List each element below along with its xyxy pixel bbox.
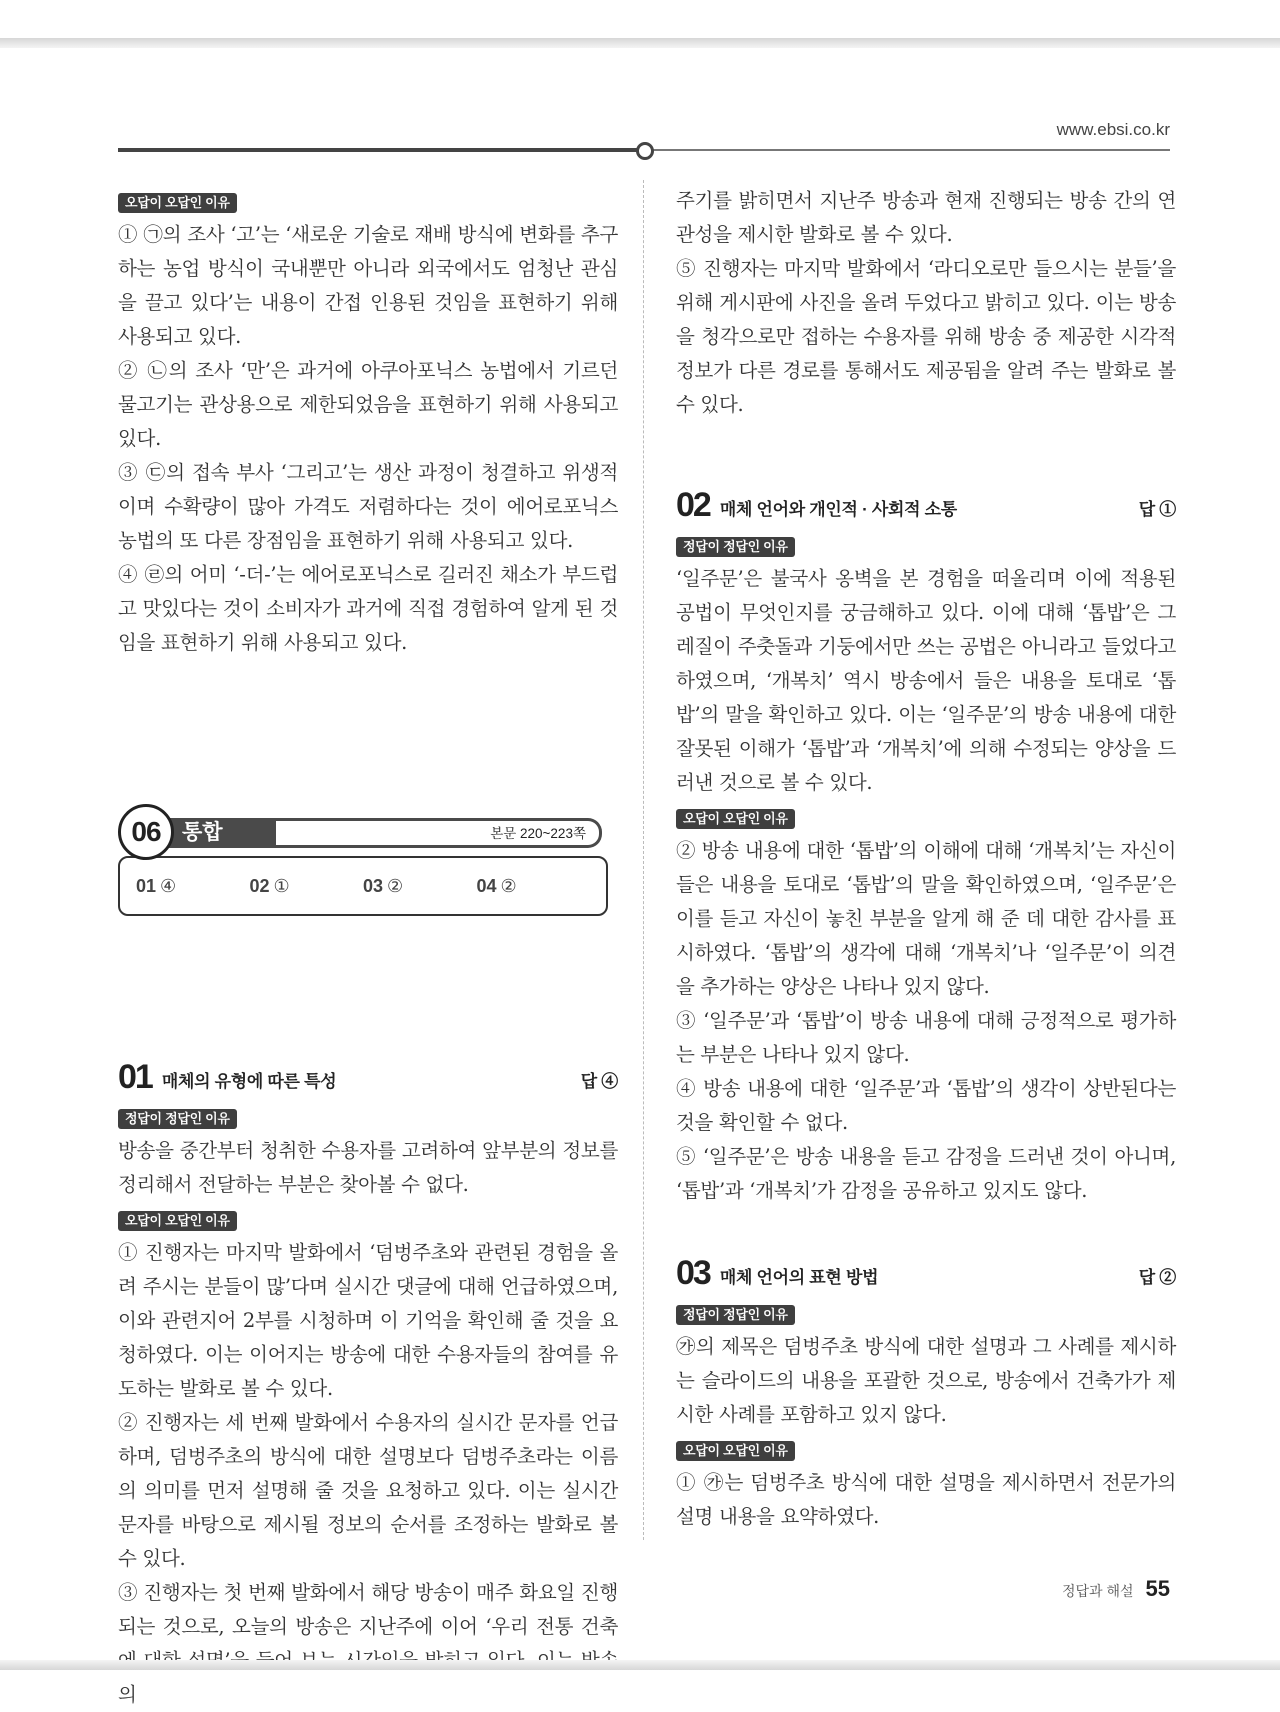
wrong-reason-tag: 오답이 오답인 이유 <box>676 809 795 829</box>
question-title: 매체 언어의 표현 방법 <box>719 1268 879 1287</box>
top-edge-band <box>0 38 1280 48</box>
header-rule-left <box>118 148 638 152</box>
question-title: 매체 언어와 개인적 · 사회적 소통 <box>719 500 957 519</box>
wrong-reason-tag: 오답이 오답인 이유 <box>118 1211 237 1231</box>
correct-reason-tag: 정답이 정답인 이유 <box>676 537 795 557</box>
section-answer-box <box>118 804 612 914</box>
page-footer <box>1062 1576 1170 1602</box>
wrong-paragraph: ③ 진행자는 첫 번째 발화에서 해당 방송이 매주 화요일 진행되는 것으로, 오늘의 방송은 지난주에 이어 ‘우리 전통 건축 의 <box>118 1581 618 1706</box>
right-column <box>676 184 1176 1534</box>
site-url[interactable]: www.ebsi.co.kr <box>1056 120 1170 139</box>
header-rule-knob <box>636 142 654 160</box>
question-answer: 답 ④ <box>580 1072 618 1091</box>
wrong-paragraph: ② 방송 내용에 대한 ‘톱밥’의 이해에 대해 ‘개복치’는 자신이 들은 내용을 토대로 ‘톱밥’의 말을 확인하였으며, ‘일주문’은 이를 듣고 자신이 놓친 부분을 알게 해 준 데 대한 감사를 표시하였다. ‘톱밥’의 생각에 대해 ‘개복치’나 ‘일주문’이 의견을 추가하는 양상은 나타나 있지 않다. <box>676 839 1176 998</box>
left-paragraph: ① ㉠의 조사 ‘고’는 ‘새로운 기술로 재배 방식에 변화를 추구하는 농업 방식이 국내뿐만 아니라 외국에서도 엄청난 관심을 끌고 있다’는 내용이 간접 인용된 것임을 표현하기 위해 사용되고 있다. <box>118 223 618 348</box>
wrong-paragraph: ⑤ ‘일주문’은 방송 내용을 듣고 감정을 드러낸 것이 아니며, ‘톱밥’과 ‘개복치’가 감정을 공유하고 있지도 않다. <box>676 1145 1176 1202</box>
page-number: 55 <box>1145 1576 1170 1601</box>
answer-key-question: 03 <box>363 875 384 896</box>
wrong-paragraph: ① ㉮는 덤벙주초 방식에 대한 설명을 제시하면서 전문가의 설명 내용을 요약하였다. <box>676 1471 1176 1528</box>
question-title: 매체의 유형에 따른 특성 <box>161 1072 337 1091</box>
question-number: 02 <box>676 486 710 524</box>
correct-reason-tag: 정답이 정답인 이유 <box>118 1109 237 1129</box>
right-paragraph: ⑤ 진행자는 마지막 발화에서 ‘라디오로만 들으시는 분들’을 위해 게시판에 사진을 올려 두었다고 밝히고 있다. 이는 방송을 청각으로만 접하는 수용자를 위해 방송 중 제공한 시각적 정보가 다른 경로를 통해서도 제공됨을 알려 주는 발화로 볼 수 있다. <box>676 257 1176 416</box>
left-paragraph: ③ ㉢의 접속 부사 ‘그리고’는 생산 과정이 청결하고 위생적이며 수확량이 많아 가격도 저렴하다는 것이 에어로포닉스 농법의 또 다른 장점임을 표현하기 위해 사용되고 있다. <box>118 461 618 552</box>
question-number: 03 <box>676 1254 710 1292</box>
left-column <box>118 184 618 1712</box>
question-number: 01 <box>118 1058 152 1096</box>
section-spacer <box>676 1208 1176 1256</box>
left-paragraph: ② ㉡의 조사 ‘만’은 과거에 아쿠아포닉스 농법에서 기르던 물고기는 관상용으로 제한되었음을 표현하기 위해 사용되고 있다. <box>118 359 618 450</box>
answer-key-mark: ② <box>500 875 517 896</box>
correct-paragraph: ㉮의 제목은 덤벙주초 방식에 대한 설명과 그 사례를 제시하는 슬라이드의 내용을 포괄한 것으로, 방송에서 건축가가 제시한 사례를 포함하고 있지 않다. <box>676 1335 1176 1426</box>
answer-key-item <box>250 876 364 897</box>
wrong-paragraph: ① 진행자는 마지막 발화에서 ‘덤벙주초와 관련된 경험을 올려 주시는 분들이 많’다며 실시간 댓글에 대해 언급하였으며, 이와 관련지어 2부를 시청하며 이 기억을 확인해 줄 것을 요청하였다. 이는 이어지는 방송에 대한 수용자들의 참여를 유도하는 발화로 볼 수 있다. <box>118 1241 618 1400</box>
bottom-edge-band <box>0 1660 1280 1670</box>
left-paragraph: ④ ㉣의 어미 ‘-더-’는 에어로포닉스로 길러진 채소가 부드럽고 맛있다는 것이 소비자가 과거에 직접 경험하여 알게 된 것임을 표현하기 위해 사용되고 있다. <box>118 563 618 654</box>
answer-key-question: 04 <box>476 875 497 896</box>
wrong-paragraph: ② 진행자는 세 번째 발화에서 수용자의 실시간 문자를 언급하며, 덤벙주초의 방식에 대한 설명보다 덤벙주초라는 이름의 의미를 먼저 설명해 줄 것을 요청하고 있다. 이는 실시간 문자를 바탕으로 제시될 정보의 순서를 조정하는 발화로 볼 수 있다. <box>118 1411 618 1570</box>
answer-key-item <box>136 876 250 897</box>
answer-key-mark: ① <box>273 875 290 896</box>
column-divider <box>643 180 644 1540</box>
answer-key-mark: ④ <box>160 875 177 896</box>
answer-key-item <box>477 876 591 897</box>
section-number: 06 <box>118 804 174 860</box>
question-header-01 <box>118 1060 618 1094</box>
wrong-reason-tag: 오답이 오답인 이유 <box>676 1441 795 1461</box>
section-page-ref: 본문 220~223쪽 <box>490 826 586 841</box>
correct-paragraph: ‘일주문’은 불국사 옹벽을 본 경험을 떠올리며 이에 적용된 공법이 무엇인지를 궁금해하고 있다. 이에 대해 ‘톱밥’은 그레질이 주춧돌과 기둥에서만 쓰는 공법은 아니라고 들었다고 하였으며, ‘개복치’ 역시 방송에서 들은 내용을 토대로 ‘톱밥’의 말을 확인하고 있다. 이는 ‘일주문’의 방송 내용에 대한 잘못된 이해가 ‘톱밥’과 ‘개복치’에 의해 수정되는 양상을 드러낸 것으로 볼 수 있다. <box>676 567 1176 794</box>
section-spacer <box>676 422 1176 488</box>
answer-key-question: 01 <box>136 875 157 896</box>
answer-key-row <box>118 856 608 916</box>
header-rule-right <box>652 149 1170 151</box>
question-header-02 <box>676 488 1176 522</box>
wrong-paragraph: ④ 방송 내용에 대한 ‘일주문’과 ‘톱밥’의 생각이 상반된다는 것을 확인할 수 없다. <box>676 1077 1176 1134</box>
question-header-03 <box>676 1256 1176 1290</box>
question-answer: 답 ① <box>1138 500 1176 519</box>
correct-reason-tag: 정답이 정답인 이유 <box>676 1305 795 1325</box>
footer-label: 정답과 해설 <box>1062 1583 1134 1599</box>
answer-key-item <box>363 876 477 897</box>
right-paragraph: 주기를 밝히면서 지난주 방송과 현재 진행되는 방송 간의 연관성을 제시한 발화로 볼 수 있다. <box>676 189 1176 246</box>
question-answer: 답 ② <box>1138 1268 1176 1287</box>
wrong-paragraph: ③ ‘일주문’과 ‘톱밥’이 방송 내용에 대해 긍정적으로 평가하는 부분은 나타나 있지 않다. <box>676 1009 1176 1066</box>
correct-paragraph: 방송을 중간부터 청취한 수용자를 고려하여 앞부분의 정보를 정리해서 전달하는 부분은 찾아볼 수 없다. <box>118 1139 618 1196</box>
answer-key-mark: ② <box>387 875 404 896</box>
answer-key-question: 02 <box>249 875 270 896</box>
section-name: 통합 <box>182 821 223 844</box>
wrong-reason-tag: 오답이 오답인 이유 <box>118 193 237 213</box>
